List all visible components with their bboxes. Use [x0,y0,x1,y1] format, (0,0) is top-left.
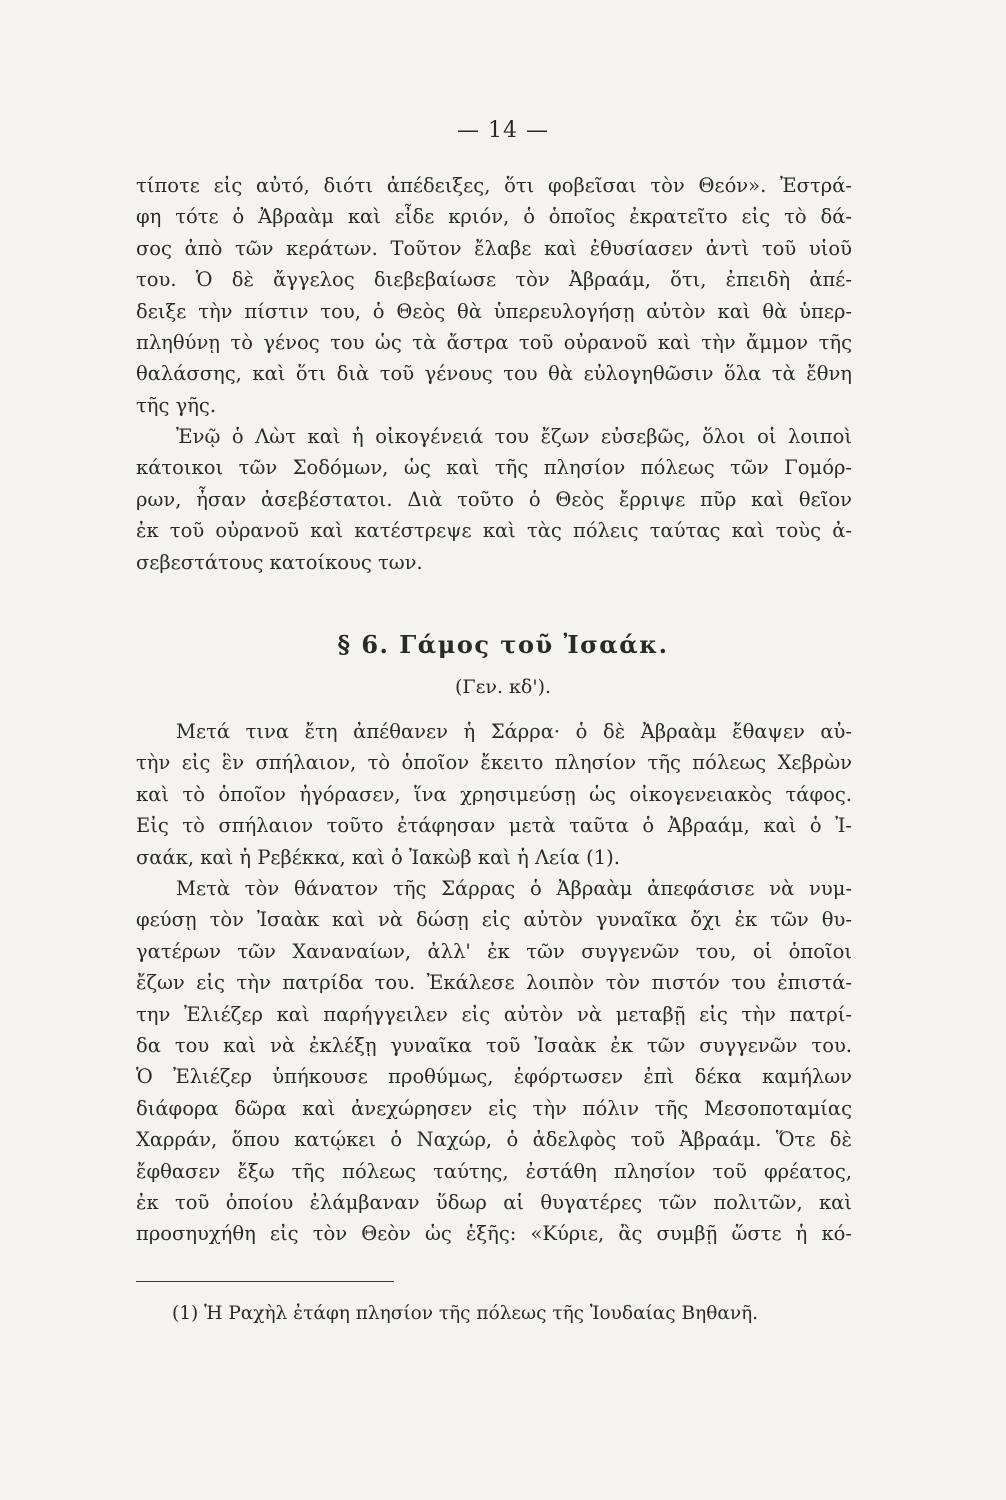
text-line: κάτοικοι τῶν Σοδόμων, ὡς καὶ τῆς πλησίον πόλεως τῶν Γομόρ- [136,456,852,480]
text-line: τῆς γῆς. [136,393,217,417]
page-number: — 14 — [457,118,549,143]
text-line: σος ἀπὸ τῶν κεράτων. Τοῦτον ἔλαβε καὶ ἐθυσίασεν ἀντὶ τοῦ υἱοῦ [136,236,852,260]
text-line: Μετὰ τὸν θάνατον τῆς Σάρρας ὁ Ἀβραὰμ ἀπεφάσισε νὰ νυμ- [176,877,852,900]
section-reference: (Γεν. κδ'). [454,676,552,698]
text-line: διάφορα δῶρα καὶ ἀνεχώρησεν εἰς τὴν πόλιν τῆς Μεσοποταμίας [136,1096,852,1120]
text-line: τίποτε εἰς αὐτό, διότι ἀπέδειξες, ὅτι φοβεῖσαι τὸν Θεόν». Ἐστρά- [136,174,852,197]
section-heading: § 6. Γάμος τοῦ Ἰσαάκ. [337,630,669,659]
text-line: δειξε τὴν πίστιν του, ὁ Θεὸς θὰ ὑπερευλογήσῃ αὐτὸν καὶ θὰ ὑπερ- [136,299,852,323]
paragraph-akedah-ending [136,170,852,421]
text-line: γατέρων τῶν Χαναναίων, ἀλλ' ἐκ τῶν συγγενῶν του, οἱ ὁποῖοι [136,939,852,963]
text-line: Εἰς τὸ σπήλαιον τοῦτο ἐτάφησαν μετὰ ταῦτα ὁ Ἀβραάμ, καὶ ὁ Ἰ- [136,814,852,838]
text-line: πληθύνῃ τὸ γένος του ὡς τὰ ἄστρα τοῦ οὐρανοῦ καὶ τὴν ἄμμον τῆς [136,330,852,354]
text-line: Ἐνῷ ὁ Λὼτ καὶ ἡ οἰκογένειά του ἔζων εὐσεβῶς, ὅλοι οἱ λοιποὶ [176,425,852,448]
text-line: Ὁ Ἐλιέζερ ὑπήκουσε προθύμως, ἐφόρτωσεν ἐπὶ δέκα καμήλων [136,1065,852,1089]
paragraph-isaac-marriage [136,873,852,1250]
text-line: τὴν εἰς ἓν σπήλαιον, τὸ ὁποῖον ἔκειτο πλησίον τῆς πόλεως Χεβρὼν [136,751,852,775]
text-line: θαλάσσης, καὶ ὅτι διὰ τοῦ γένους του θὰ εὐλογηθῶσιν ὅλα τὰ ἔθνη [136,362,852,386]
text-line: προσηυχήθη εἰς τὸν Θεὸν ὡς ἑξῆς: «Κύριε, ἂς συμβῇ ὥστε ἡ κό- [136,1222,852,1246]
text-line: ἔζων εἰς τὴν πατρίδα του. Ἐκάλεσε λοιπὸν τὸν πιστόν του ἐπιστά- [136,971,852,995]
text-line: Μετά τινα ἔτη ἀπέθανεν ἡ Σάρρα· ὁ δὲ Ἀβραὰμ ἔθαψεν αὐ- [176,720,852,743]
text-line: σαάκ, καὶ ἡ Ρεβέκκα, καὶ ὁ Ἰακὼβ καὶ ἡ Λεία (1). [136,845,620,869]
text-line: φη τότε ὁ Ἀβραὰμ καὶ εἶδε κριόν, ὁ ὁποῖος ἐκρατεῖτο εἰς τὸ δά- [136,205,852,229]
footnote: (1) Ἡ Ραχὴλ ἐτάφη πλησίον τῆς πόλεως τῆς Ἰουδαίας Βηθανῆ. [172,1303,759,1324]
text-line: ἐκ τοῦ οὐρανοῦ καὶ κατέστρεψε καὶ τὰς πόλεις ταύτας καὶ τοὺς ἀ- [136,519,852,543]
footnote-divider [136,1281,394,1282]
paragraph-sodom [136,421,852,578]
text-line: ρων, ἦσαν ἀσεβέστατοι. Διὰ τοῦτο ὁ Θεὸς ἔρριψε πῦρ καὶ θεῖον [136,487,852,511]
text-line: καὶ τὸ ὁποῖον ἠγόρασεν, ἵνα χρησιμεύσῃ ὡς οἰκογενειακὸς τάφος. [136,782,852,806]
text-line: την Ἐλιέζερ καὶ παρήγγειλεν εἰς αὐτὸν νὰ μεταβῇ εἰς τὴν πατρί- [136,1002,852,1026]
text-line: δα του καὶ νὰ ἐκλέξῃ γυναῖκα τοῦ Ἰσαὰκ ἐκ τῶν συγγενῶν του. [136,1033,852,1057]
text-line: ἐκ τοῦ ὁποίου ἐλάμβαναν ὕδωρ αἱ θυγατέρες τῶν πολιτῶν, καὶ [136,1190,852,1214]
text-line: Χαρράν, ὅπου κατῴκει ὁ Ναχώρ, ὁ ἀδελφὸς τοῦ Ἀβραάμ. Ὅτε δὲ [136,1128,852,1152]
text-line: ἔφθασεν ἔξω τῆς πόλεως ταύτης, ἐστάθη πλησίον τοῦ φρέατος, [136,1159,852,1183]
paragraph-sarah-burial [136,716,852,873]
text-line: φεύσῃ τὸν Ἰσαὰκ καὶ νὰ δώσῃ εἰς αὐτὸν γυναῖκα ὄχι ἐκ τῶν θυ- [136,908,852,932]
text-line: σεβεστάτους κατοίκους των. [136,550,423,574]
text-line: του. Ὁ δὲ ἄγγελος διεβεβαίωσε τὸν Ἀβραάμ, ὅτι, ἐπειδὴ ἀπέ- [136,268,852,292]
